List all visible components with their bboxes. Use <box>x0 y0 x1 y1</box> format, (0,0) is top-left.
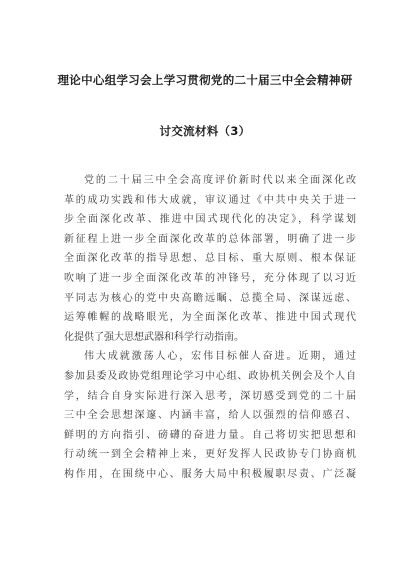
paragraph-1-line: 吹响了进一步全面深化改革的冲锋号，充分体现了以习近 <box>64 272 356 284</box>
paragraph-2-line: 参加县委及政协党组理论学习中心组、政协机关例会及个人自 <box>64 370 356 382</box>
paragraph-1-line: 平同志为核心的党中央高瞻远瞩、总揽全局、深谋远虑、 <box>64 292 356 304</box>
paragraph-2-line: 鲜明的方向指引、磅礴的奋进力量。自己将切实把思想和 <box>64 429 356 441</box>
document-title-line-1: 理论中心组学习会上学习贯彻党的二十届三中全会精神研 <box>57 73 353 87</box>
document-title-line-2: 讨交流材料（3） <box>159 124 251 138</box>
paragraph-1-line: 革的成功实践和伟大成就，审议通过《中共中央关于进一 <box>64 194 356 206</box>
paragraph-1-line: 运筹帷幄的战略眼光，为全面深化改革、推进中国式现代 <box>64 312 356 324</box>
paragraph-2-line: 构作用，在围绕中心、服务大局中积极履职尽责、广泛凝 <box>64 468 356 480</box>
document-body <box>64 171 356 485</box>
paragraph-1-line: 新征程上进一步全面深化改革的总体部署，明确了进一步 <box>64 233 356 245</box>
paragraph-2-line: 伟大成就激荡人心，宏伟目标催人奋进。近期，通过 <box>84 351 356 363</box>
paragraph-2-line: 学，结合自身实际进行深入思考，深切感受到党的二十届 <box>64 390 356 402</box>
paragraph-2-line: 行动统一到全会精神上来，更好发挥人民政协专门协商机 <box>64 449 356 461</box>
paragraph-2-line: 三中全会思想深邃、内涵丰富，给人以强烈的信仰感召、 <box>64 410 356 422</box>
paragraph-1-line: 化提供了强大思想武器和科学行动指南。 <box>64 331 244 343</box>
paragraph-1-line: 党的二十届三中全会高度评价新时代以来全面深化改 <box>84 175 356 186</box>
paragraph-1-line: 步全面深化改革、推进中国式现代化的决定》，科学谋划 <box>64 214 356 226</box>
paragraph-1-line: 全面深化改革的指导思想、总目标、重大原则、根本保证 <box>64 253 356 265</box>
